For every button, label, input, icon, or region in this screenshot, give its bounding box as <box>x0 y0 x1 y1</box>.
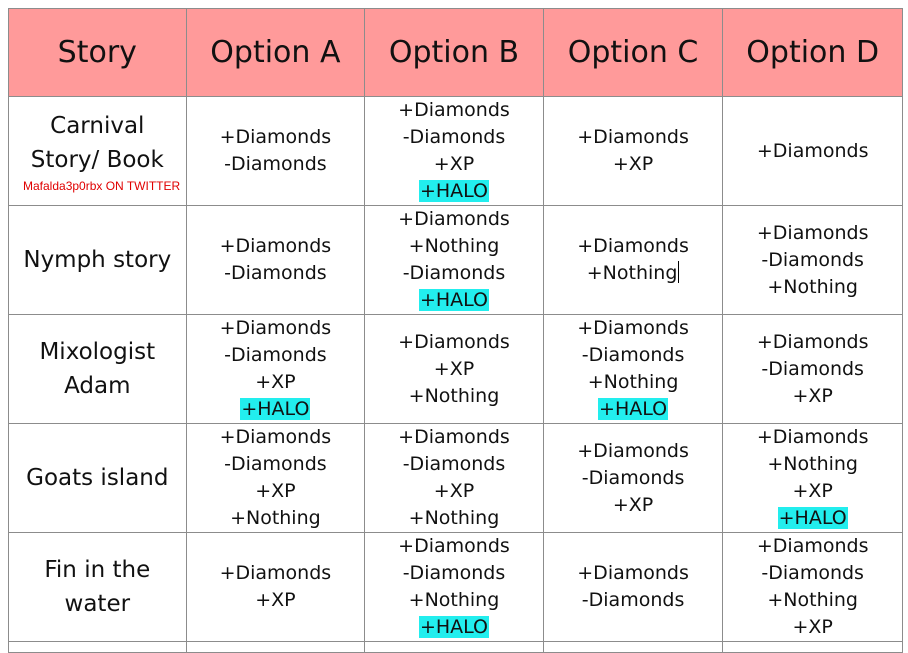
reward-line <box>365 178 543 205</box>
table-row <box>9 315 903 424</box>
reward-line <box>723 274 902 301</box>
reward-line <box>187 315 365 342</box>
story-name-line: Mixologist <box>39 339 156 365</box>
reward-line <box>723 247 902 274</box>
option-cell <box>365 97 544 206</box>
reward-line <box>187 424 365 451</box>
reward-text: +Diamonds <box>577 235 689 257</box>
reward-text: +XP <box>612 493 654 516</box>
reward-text: +Diamonds <box>577 562 689 584</box>
reward-text: +Diamonds <box>756 139 869 162</box>
reward-text: +Diamonds <box>756 221 869 244</box>
reward-line <box>544 342 723 369</box>
reward-text: +Diamonds <box>756 330 869 353</box>
reward-text: +Diamonds <box>398 330 510 353</box>
reward-text: -Diamonds <box>581 466 685 489</box>
reward-line <box>723 478 902 505</box>
reward-line <box>187 124 365 151</box>
empty-cell <box>365 642 544 653</box>
reward-line <box>187 233 365 260</box>
table-row <box>9 206 903 315</box>
reward-line <box>365 505 543 532</box>
reward-text: -Diamonds <box>224 453 327 475</box>
reward-line <box>365 124 543 151</box>
reward-line <box>723 329 902 356</box>
reward-line <box>187 587 365 614</box>
reward-text: -Diamonds <box>402 126 506 148</box>
option-cell <box>186 97 365 206</box>
reward-line <box>365 451 543 478</box>
option-cell <box>723 424 903 533</box>
story-name-line: Nymph story <box>23 247 172 273</box>
empty-cell <box>543 642 723 653</box>
header-row <box>9 9 903 97</box>
reward-text: +Nothing <box>408 507 500 529</box>
option-cell <box>543 97 723 206</box>
reward-line <box>544 587 723 614</box>
reward-text: +Diamonds <box>756 535 869 557</box>
reward-text: +Diamonds <box>219 235 332 257</box>
reward-text: -Diamonds <box>581 344 685 366</box>
reward-text: +XP <box>612 153 654 175</box>
reward-text: +XP <box>792 480 833 502</box>
reward-line <box>187 478 365 505</box>
reward-text: +Diamonds <box>219 126 332 148</box>
story-cell <box>9 315 187 424</box>
reward-text: +XP <box>792 384 833 407</box>
halo-reward: +HALO <box>419 289 489 311</box>
reward-text: +XP <box>792 616 833 638</box>
reward-text: +XP <box>433 153 475 175</box>
reward-text: +XP <box>255 371 296 393</box>
header-option-c: Option C <box>543 9 723 97</box>
reward-text: -Diamonds <box>761 248 864 271</box>
reward-line <box>544 315 723 342</box>
story-name-line: water <box>64 591 131 617</box>
story-name-line: Fin in the <box>44 557 151 583</box>
reward-text: +Diamonds <box>398 208 510 230</box>
reward-text: +Diamonds <box>219 426 332 448</box>
reward-line <box>365 356 543 383</box>
reward-line <box>544 560 723 587</box>
reward-line <box>187 451 365 478</box>
reward-text: +Diamonds <box>756 426 869 448</box>
reward-text: -Diamonds <box>224 153 327 175</box>
story-cell <box>9 424 187 533</box>
reward-text: +Nothing <box>587 371 679 393</box>
reward-line <box>544 260 723 287</box>
reward-text: +Nothing <box>767 453 858 475</box>
table-row-partial <box>9 642 903 653</box>
option-cell <box>543 424 723 533</box>
halo-reward: +HALO <box>419 180 489 202</box>
option-cell <box>365 533 544 642</box>
story-cell <box>9 97 187 206</box>
story-name-line: Goats island <box>26 465 169 491</box>
option-cell <box>723 97 903 206</box>
reward-text: +Diamonds <box>398 426 510 448</box>
credit-text: Mafalda3p0rbx ON TWITTER <box>23 178 181 193</box>
reward-text: -Diamonds <box>581 589 685 611</box>
option-cell <box>365 206 544 315</box>
empty-cell <box>723 642 903 653</box>
story-name-line: Carnival <box>50 112 145 139</box>
story-options-table <box>8 8 903 653</box>
empty-cell <box>9 642 187 653</box>
reward-line <box>723 560 902 587</box>
reward-line <box>365 533 543 560</box>
reward-text: +XP <box>433 480 475 502</box>
reward-text: +Nothing <box>586 262 678 284</box>
reward-line <box>723 533 902 560</box>
option-cell <box>723 533 903 642</box>
header-option-a: Option A <box>186 9 365 97</box>
reward-line <box>544 369 723 396</box>
reward-text: -Diamonds <box>402 262 506 284</box>
empty-cell <box>186 642 365 653</box>
header-story: Story <box>9 9 187 97</box>
reward-text: +Nothing <box>230 507 321 529</box>
reward-line <box>365 206 543 233</box>
reward-line <box>187 560 365 587</box>
reward-line <box>365 97 543 124</box>
reward-line <box>723 505 902 532</box>
reward-line <box>544 124 723 151</box>
reward-line <box>723 356 902 383</box>
reward-line <box>723 614 902 641</box>
reward-text: +Nothing <box>767 589 858 611</box>
halo-reward: +HALO <box>599 398 668 420</box>
reward-text: +Diamonds <box>398 535 510 557</box>
reward-text: +Nothing <box>408 384 500 407</box>
reward-text: +Diamonds <box>398 99 510 121</box>
reward-text: +Diamonds <box>219 562 332 584</box>
reward-line <box>544 465 723 492</box>
reward-line <box>365 424 543 451</box>
reward-text: +XP <box>433 357 475 380</box>
reward-line <box>365 329 543 356</box>
text-caret <box>678 261 679 283</box>
reward-line <box>187 151 365 178</box>
option-cell <box>365 315 544 424</box>
reward-text: +Diamonds <box>577 439 689 462</box>
reward-line <box>723 220 902 247</box>
header-option-b: Option B <box>365 9 544 97</box>
option-cell <box>186 315 365 424</box>
reward-line <box>187 369 365 396</box>
reward-text: -Diamonds <box>761 357 864 380</box>
reward-text: +Diamonds <box>577 317 689 339</box>
reward-line <box>187 260 365 287</box>
reward-text: +Diamonds <box>219 317 332 339</box>
table-row <box>9 424 903 533</box>
halo-reward: +HALO <box>778 507 847 529</box>
reward-text: +XP <box>255 480 296 502</box>
story-cell <box>9 206 187 315</box>
option-cell <box>186 424 365 533</box>
reward-line <box>187 342 365 369</box>
table-row <box>9 97 903 206</box>
reward-line <box>365 260 543 287</box>
reward-line <box>365 287 543 314</box>
reward-line <box>365 233 543 260</box>
reward-line <box>365 560 543 587</box>
reward-line <box>544 233 723 260</box>
option-cell <box>543 533 723 642</box>
reward-line <box>187 505 365 532</box>
reward-line <box>723 138 902 165</box>
halo-reward: +HALO <box>241 398 310 420</box>
halo-reward: +HALO <box>419 616 489 638</box>
reward-line <box>544 151 723 178</box>
story-name-line: Adam <box>64 373 131 399</box>
option-cell <box>186 206 365 315</box>
reward-text: -Diamonds <box>224 344 327 366</box>
reward-text: -Diamonds <box>402 453 506 475</box>
reward-line <box>365 614 543 641</box>
reward-text: -Diamonds <box>402 562 506 584</box>
story-name-line: Story/ Book <box>30 146 164 173</box>
reward-text: +XP <box>255 589 296 611</box>
reward-text: -Diamonds <box>224 262 327 284</box>
reward-line <box>723 451 902 478</box>
reward-text: +Nothing <box>408 589 500 611</box>
story-cell <box>9 533 187 642</box>
option-cell <box>723 315 903 424</box>
reward-line <box>544 396 723 423</box>
reward-line <box>365 151 543 178</box>
reward-line <box>187 396 365 423</box>
reward-text: +Diamonds <box>577 126 689 148</box>
option-cell <box>365 424 544 533</box>
reward-line <box>544 438 723 465</box>
option-cell <box>543 315 723 424</box>
reward-line <box>544 492 723 519</box>
option-cell <box>543 206 723 315</box>
reward-line <box>723 424 902 451</box>
reward-text: +Nothing <box>408 235 500 257</box>
option-cell <box>186 533 365 642</box>
reward-line <box>365 383 543 410</box>
option-cell <box>723 206 903 315</box>
reward-line <box>365 587 543 614</box>
reward-line <box>723 587 902 614</box>
reward-text: -Diamonds <box>761 562 864 584</box>
reward-text: +Nothing <box>767 275 858 298</box>
table-row <box>9 533 903 642</box>
header-option-d: Option D <box>723 9 903 97</box>
reward-line <box>365 478 543 505</box>
reward-line <box>723 383 902 410</box>
